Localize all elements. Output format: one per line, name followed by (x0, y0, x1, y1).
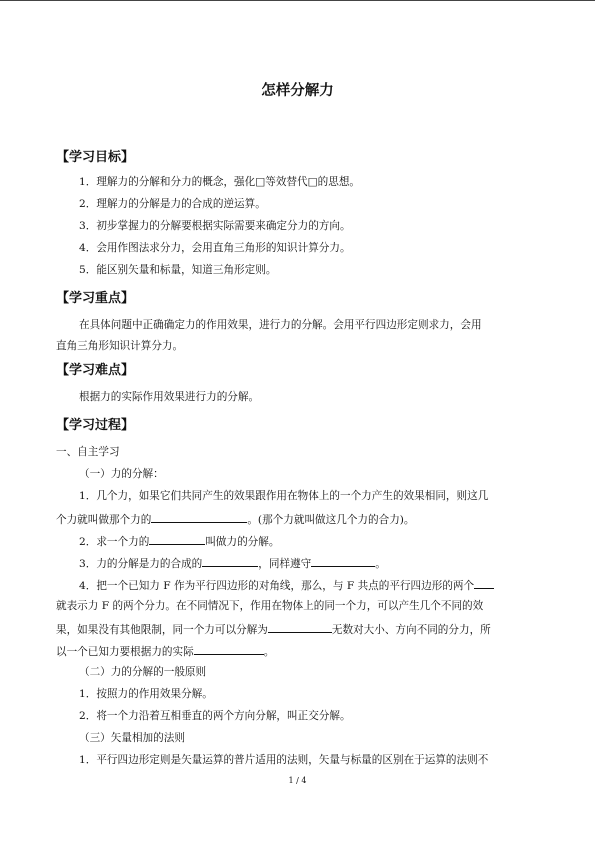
key-points-line: 在具体问题中正确确定力的作用效果，进行力的分解。会用平行四边形定则求力，会用 (79, 319, 482, 331)
fill-in-blank[interactable] (474, 577, 494, 589)
objective-item: 5．能区别矢量和标量，知道三角形定则。 (79, 264, 277, 276)
question-4-line-1: 4．把一个已知力 F 作为平行四边形的对角线，那么，与 F 共点的平行四边形的两个 (79, 577, 494, 593)
section-heading-process: 【学习过程】 (56, 418, 135, 433)
question-4-line-4: 以一个已知力要根据力的实际 。 (56, 643, 274, 659)
process-subheading: （三）矢量相加的法则 (79, 732, 185, 744)
objective-item: 1．理解力的分解和分力的概念，强化□等效替代□的思想。 (79, 176, 361, 188)
fill-in-blank[interactable] (151, 511, 247, 523)
section-heading-key-points: 【学习重点】 (56, 291, 135, 306)
process-part-heading: 一、自主学习 (56, 446, 120, 458)
objective-item: 3．初步掌握力的分解要根据实际需要来确定分力的方向。 (79, 220, 351, 232)
rule-item: 1．平行四边形定则是矢量运算的普片适用的法则，矢量与标量的区别在于运算的法则不 (79, 754, 489, 766)
question-4-line-3: 果，如果没有其他限制，同一个力可以分解为 无数对大小、方向不同的分力，所 (56, 621, 491, 637)
page-number: 1 / 4 (288, 776, 307, 785)
document-title: 怎样分解力 (261, 83, 334, 99)
fill-in-blank[interactable] (202, 555, 258, 567)
principle-item: 2．将一个力沿着互相垂直的两个方向分解，叫正交分解。 (79, 710, 351, 722)
section-heading-difficulties: 【学习难点】 (56, 363, 135, 378)
key-points-line: 直角三角形知识计算分力。 (56, 340, 184, 352)
question-3: 3．力的分解是力的合成的 ，同样遵守 。 (79, 555, 386, 571)
principle-item: 1．按照力的作用效果分解。 (79, 688, 213, 700)
question-1-line-2: 个力就叫做那个力的 。(那个力就叫做这几个力的合力)。 (56, 511, 415, 527)
fill-in-blank[interactable] (194, 643, 264, 655)
fill-in-blank[interactable] (268, 621, 332, 633)
question-2: 2．求一个力的 叫做力的分解。 (79, 533, 279, 549)
question-4-line-2: 就表示力 F 的两个分力。在不同情况下，作用在物体上的同一个力，可以产生几个不同的效 (56, 600, 484, 612)
difficulties-text: 根据力的实际作用效果进行力的分解。 (79, 391, 260, 403)
objective-item: 2．理解力的分解是力的合成的逆运算。 (79, 198, 266, 210)
process-subheading: （一）力的分解： (79, 468, 164, 480)
fill-in-blank[interactable] (311, 555, 375, 567)
section-heading-objectives: 【学习目标】 (56, 150, 135, 165)
fill-in-blank[interactable] (149, 533, 205, 545)
process-subheading: （二）力的分解的一般原则 (79, 666, 207, 678)
top-border-line (0, 0, 595, 1)
objective-item: 4．会用作图法求分力，会用直角三角形的知识计算分力。 (79, 242, 351, 254)
question-1-line-1: 1．几个力，如果它们共同产生的效果跟作用在物体上的一个力产生的效果相同，则这几 (79, 490, 489, 502)
